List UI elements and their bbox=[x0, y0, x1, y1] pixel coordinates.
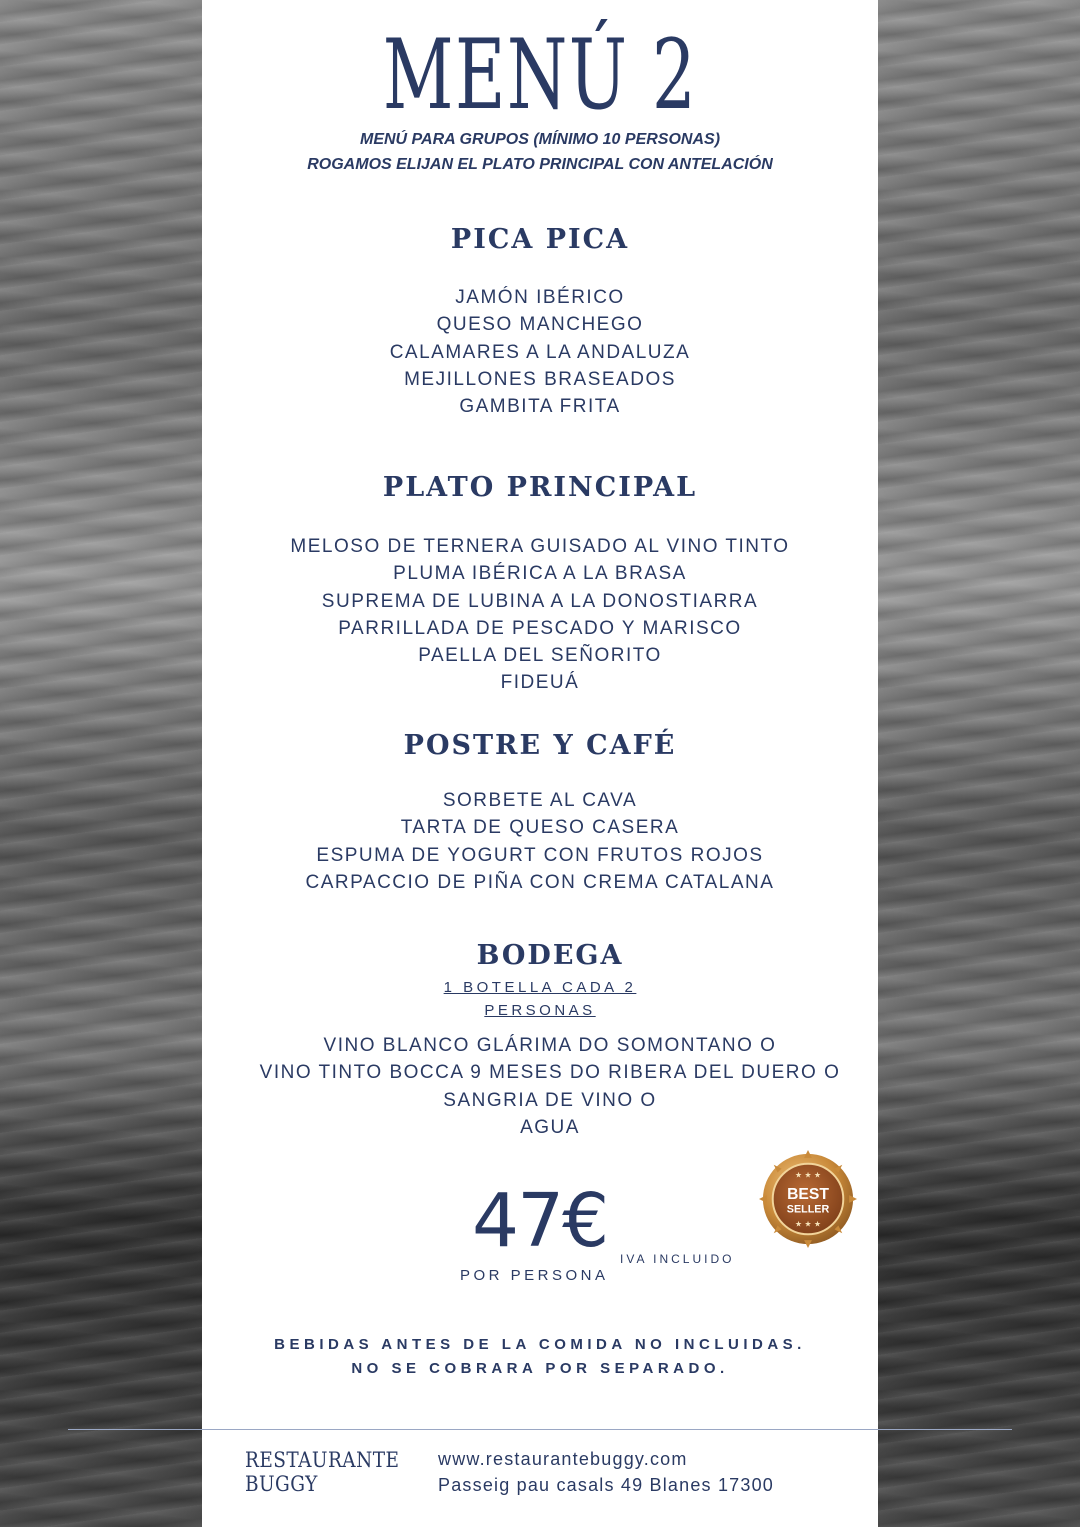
section-title-postre: POSTRE Y CAFÉ bbox=[403, 730, 677, 761]
list-item: SANGRIA DE VINO O bbox=[443, 1089, 657, 1111]
list-item: PARRILLADA DE PESCADO Y MARISCO bbox=[338, 617, 742, 639]
list-item: SUPREMA DE LUBINA A LA DONOSTIARRA bbox=[321, 590, 759, 612]
website-link[interactable]: www.restaurantebuggy.com bbox=[438, 1449, 688, 1469]
badge-label-seller: SELLER bbox=[786, 1203, 830, 1216]
section-title-pica-pica: PICA PICA bbox=[450, 224, 630, 255]
badge-label-best: BEST bbox=[787, 1186, 829, 1203]
section-title-plato-principal: PLATO PRINCIPAL bbox=[382, 472, 698, 503]
pica-pica-list bbox=[202, 284, 878, 420]
price-tax-note: IVA INCLUIDO bbox=[620, 1252, 735, 1266]
menu-title: MENÚ 2 bbox=[382, 19, 698, 131]
footer-divider bbox=[68, 1429, 1012, 1430]
subtitle-line-1: MENÚ PARA GRUPOS (MÍNIMO 10 PERSONAS) bbox=[359, 131, 721, 148]
list-item: AGUA bbox=[520, 1116, 580, 1138]
brand-line-1: RESTAURANTE bbox=[245, 1448, 400, 1472]
bodega-list bbox=[212, 1032, 888, 1141]
brand-line-2: BUGGY bbox=[245, 1472, 318, 1496]
price-amount: 47€ bbox=[472, 1178, 608, 1264]
postre-list bbox=[202, 787, 878, 896]
list-item: TARTA DE QUESO CASERA bbox=[400, 817, 680, 839]
list-item: MELOSO DE TERNERA GUISADO AL VINO TINTO bbox=[290, 536, 790, 557]
drinks-note-line-2: NO SE COBRARA POR SEPARADO. bbox=[351, 1360, 729, 1377]
list-item: CARPACCIO DE PIÑA CON CREMA CATALANA bbox=[305, 871, 775, 893]
list-item: CALAMARES A LA ANDALUZA bbox=[389, 341, 691, 363]
bodega-note-line-1: 1 BOTELLA CADA 2 bbox=[443, 979, 637, 996]
section-title-bodega: BODEGA bbox=[476, 940, 624, 971]
list-item: PLUMA IBÉRICA A LA BRASA bbox=[393, 563, 687, 585]
list-item: FIDEUÁ bbox=[500, 672, 580, 694]
list-item: MEJILLONES BRASEADOS bbox=[404, 368, 676, 390]
svg-text:★ ★ ★: ★ ★ ★ bbox=[794, 1219, 822, 1229]
list-item: QUESO MANCHEGO bbox=[436, 314, 644, 336]
brand-logo bbox=[245, 1448, 399, 1496]
bodega-note bbox=[202, 976, 878, 1022]
address-text: Passeig pau casals 49 Blanes 17300 bbox=[438, 1475, 775, 1495]
list-item: GAMBITA FRITA bbox=[459, 396, 621, 418]
contact-info bbox=[438, 1446, 774, 1498]
svg-text:★ ★ ★: ★ ★ ★ bbox=[794, 1170, 822, 1180]
menu-panel bbox=[202, 0, 878, 1527]
drinks-note-line-1: BEBIDAS ANTES DE LA COMIDA NO INCLUIDAS. bbox=[274, 1336, 806, 1353]
water-background-left bbox=[0, 0, 202, 1527]
subtitle-line-2: ROGAMOS ELIJAN EL PLATO PRINCIPAL CON ANTELACIÓN bbox=[307, 156, 773, 173]
list-item: VINO TINTO BOCCA 9 MESES DO RIBERA DEL DUERO O bbox=[259, 1062, 841, 1084]
best-seller-badge-icon bbox=[759, 1150, 857, 1248]
plato-principal-list bbox=[202, 533, 878, 697]
list-item: ESPUMA DE YOGURT CON FRUTOS ROJOS bbox=[316, 844, 764, 866]
list-item: JAMÓN IBÉRICO bbox=[455, 287, 625, 308]
list-item: PAELLA DEL SEÑORITO bbox=[418, 645, 662, 667]
price-per-person: POR PERSONA bbox=[460, 1267, 609, 1284]
list-item: SORBETE AL CAVA bbox=[442, 790, 638, 811]
water-background-right bbox=[878, 0, 1080, 1527]
list-item: VINO BLANCO GLÁRIMA DO SOMONTANO O bbox=[323, 1035, 777, 1056]
bodega-note-line-2: PERSONAS bbox=[484, 1002, 596, 1019]
